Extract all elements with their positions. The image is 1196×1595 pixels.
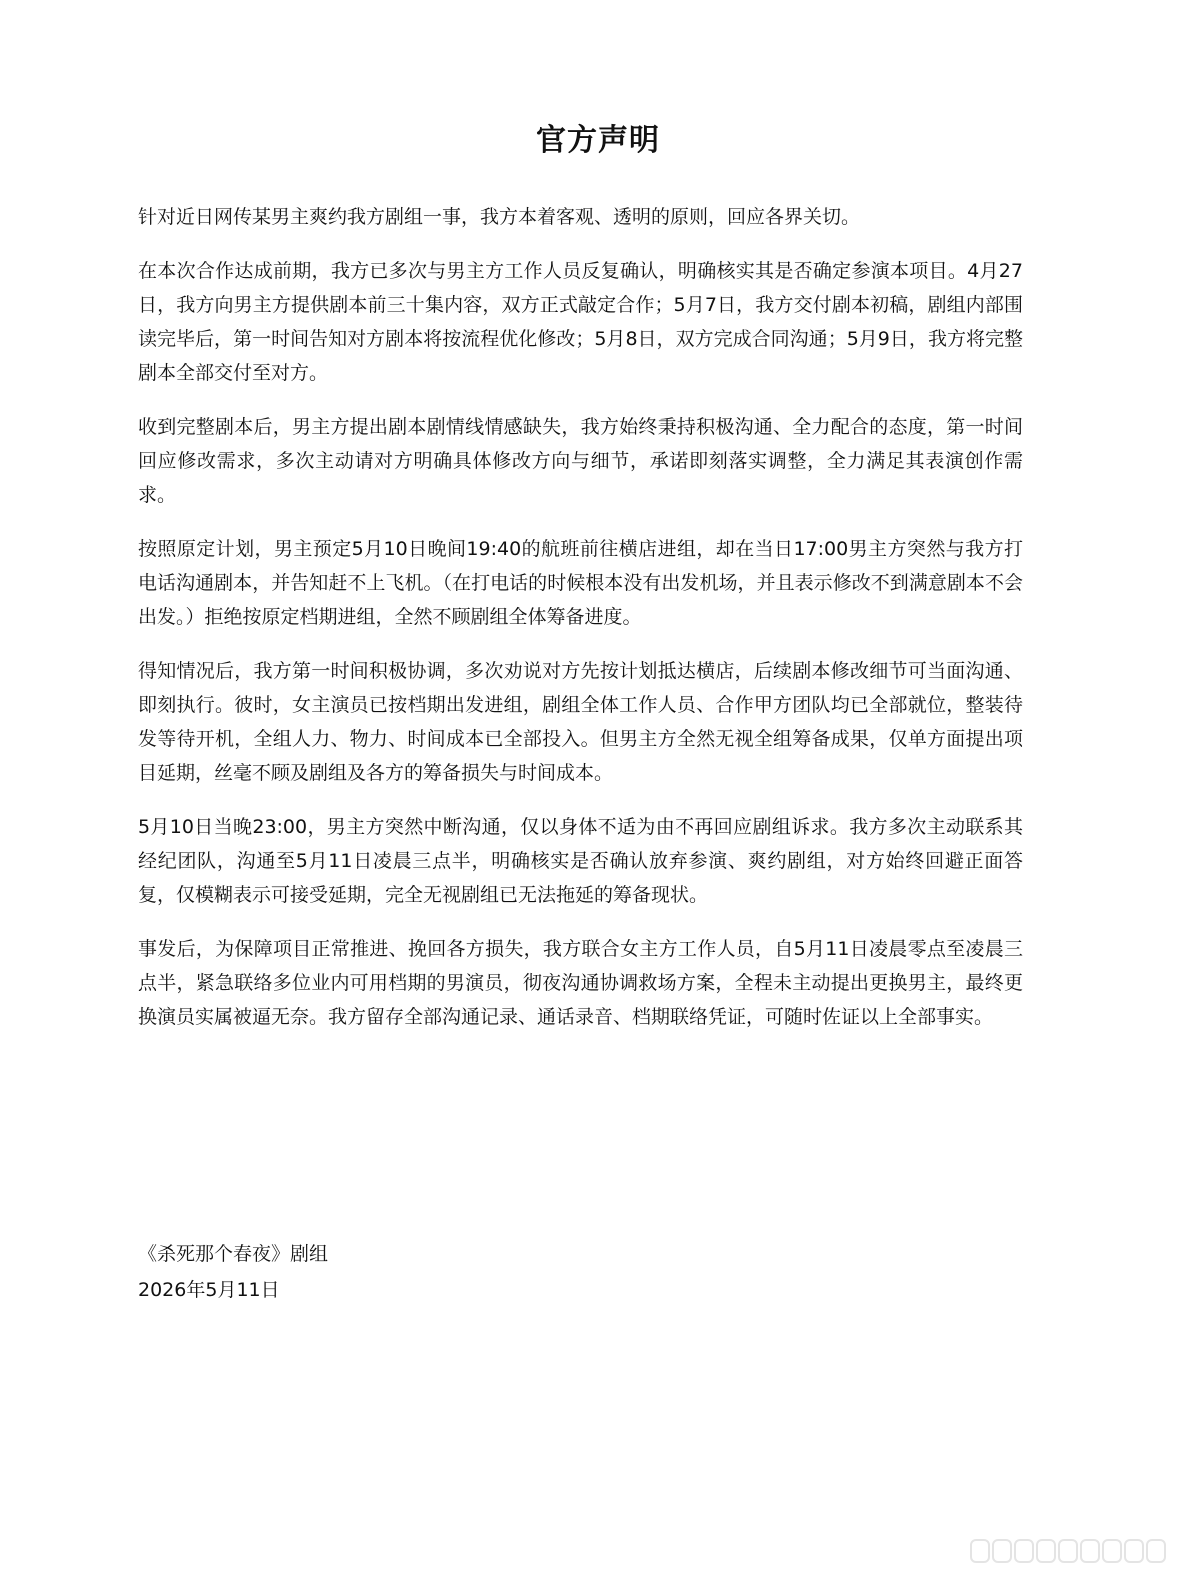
paragraph-aftermath: 事发后，为保障项目正常推进、挽回各方损失，我方联合女主方工作人员，自5月11日凌晨零点至凌晨三点半，紧急联络多位业内可用档期的男演员，彻夜沟通协调救场方案，全程未主动提出更换男主，最终更换演员实属被逼无奈。我方留存全部沟通记录、通话录音、档期联络凭证，可随时佐证以上全部事实。 [138,938,1023,1028]
paragraph-flight: 按照原定计划，男主预定5月10日晚间19:40的航班前往横店进组，却在当日17:00男主方突然与我方打电话沟通剧本，并告知赶不上飞机。（在打电话的时候根本没有出发机场，并且表示修改不到满意剧本不会出发。）拒绝按原定档期进组，全然不顾剧组全体筹备进度。 [138,538,1023,628]
watermark-icon [970,1539,1166,1563]
signature-org: 《杀死那个春夜》剧组 [138,1243,329,1265]
paragraph-coordination: 得知情况后，我方第一时间积极协调，多次劝说对方先按计划抵达横店，后续剧本修改细节可当面沟通、即刻执行。彼时，女主演员已按档期出发进组，剧组全体工作人员、合作甲方团队均已全部就位，整装待发等待开机，全组人力、物力、时间成本已全部投入。但男主方全然无视全组筹备成果，仅单方面提出项目延期，丝毫不顾及剧组及各方的筹备损失与时间成本。 [138,660,1023,784]
statement-body [138,200,1023,1054]
signature-block [138,1236,328,1308]
paragraph-timeline: 在本次合作达成前期，我方已多次与男主方工作人员反复确认，明确核实其是否确定参演本项目。4月27日，我方向男主方提供剧本前三十集内容，双方正式敲定合作；5月7日，我方交付剧本初稿，剧组内部围读完毕后，第一时间告知对方剧本将按流程优化修改；5月8日，双方完成合同沟通；5月9日，我方将完整剧本全部交付至对方。 [138,260,1023,384]
paragraph-night-communication: 5月10日当晚23:00，男主方突然中断沟通，仅以身体不适为由不再回应剧组诉求。我方多次主动联系其经纪团队，沟通至5月11日凌晨三点半，明确核实是否确认放弃参演、爽约剧组，对方始终回避正面答复，仅模糊表示可接受延期，完全无视剧组已无法拖延的筹备现状。 [138,816,1023,906]
statement-title: 官方声明 [536,123,660,158]
signature-date: 2026年5月11日 [138,1279,280,1301]
paragraph-script-feedback: 收到完整剧本后，男主方提出剧本剧情线情感缺失，我方始终秉持积极沟通、全力配合的态度，第一时间回应修改需求，多次主动请对方明确具体修改方向与细节，承诺即刻落实调整，全力满足其表演创作需求。 [138,416,1023,506]
paragraph-intro: 针对近日网传某男主爽约我方剧组一事，我方本着客观、透明的原则，回应各界关切。 [138,206,861,228]
